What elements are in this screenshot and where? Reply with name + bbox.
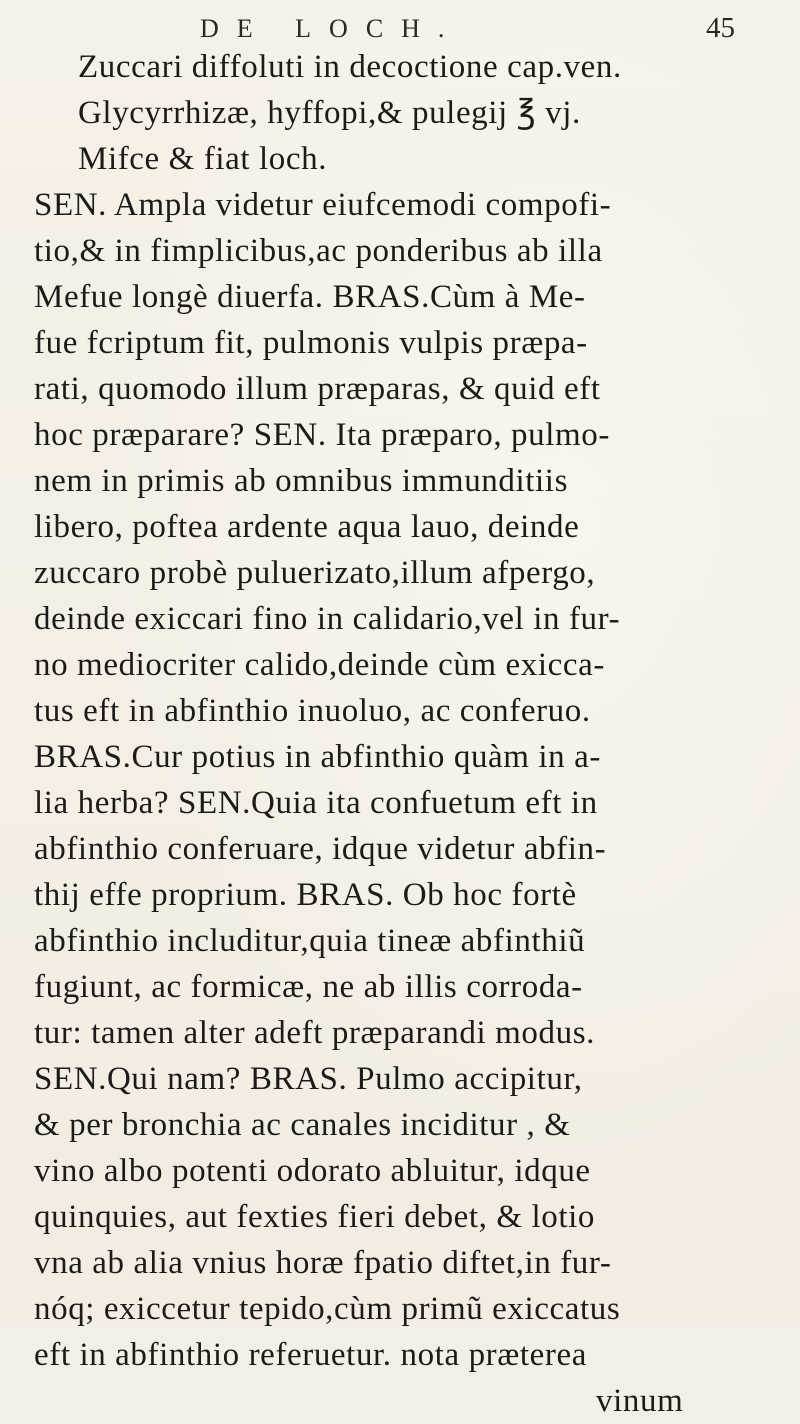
text-line: deinde exiccari fino in calidario,vel in fur-	[34, 601, 621, 637]
text-line: vino albo potenti odorato abluitur, idque	[34, 1153, 591, 1189]
text-line: fue fcriptum fit, pulmonis vulpis præpa-	[34, 325, 588, 361]
text-line: thij effe proprium. BRAS. Ob hoc fortè	[34, 877, 577, 913]
text-line: SEN.Qui nam? BRAS. Pulmo accipitur,	[34, 1061, 583, 1097]
text-line: zuccaro probè puluerizato,illum afpergo,	[34, 555, 596, 591]
text-line: tus eft in abfinthio inuoluo, ac conferuo.	[34, 693, 591, 729]
text-line: quinquies, aut fexties fieri debet, & lotio	[34, 1199, 596, 1235]
text-line: no mediocriter calido,deinde cùm exicca-	[34, 647, 605, 683]
text-line: vna ab alia vnius horæ fpatio diftet,in fur-	[34, 1245, 612, 1281]
text-line: SEN. Ampla videtur eiufcemodi compofi-	[34, 187, 612, 223]
text-line: abfinthio includitur,quia tineæ abfinthiũ	[34, 923, 586, 959]
text-line: hoc præparare? SEN. Ita præparo, pulmo-	[34, 417, 610, 453]
text-line: nóq; exiccetur tepido,cùm primũ exiccatus	[34, 1291, 621, 1327]
text-line: Zuccari diffoluti in decoctione cap.ven.	[78, 49, 622, 85]
text-line: vinum	[596, 1383, 684, 1419]
text-line: tur: tamen alter adeft præparandi modus.	[34, 1015, 595, 1051]
text-line: fugiunt, ac formicæ, ne ab illis corroda-	[34, 969, 583, 1005]
text-line: rati, quomodo illum præparas, & quid eft	[34, 371, 601, 407]
text-line: Mifce & fiat loch.	[78, 141, 328, 177]
text-line: Mefue longè diuerfa. BRAS.Cùm à Me-	[34, 279, 586, 315]
text-line: lia herba? SEN.Quia ita confuetum eft in	[34, 785, 598, 821]
page-number: 45	[706, 12, 735, 44]
text-line: Glycyrrhizæ, hyffopi,& pulegij ℥ vj.	[78, 95, 581, 131]
text-line: & per bronchia ac canales inciditur , &	[34, 1107, 571, 1143]
text-line: BRAS.Cur potius in abfinthio quàm in a-	[34, 739, 601, 775]
text-line: abfinthio conferuare, idque videtur abfin-	[34, 831, 607, 867]
body-text	[34, 44, 754, 1424]
text-line: tio,& in fimplicibus,ac ponderibus ab illa	[34, 233, 603, 269]
text-line: eft in abfinthio referuetur. nota præterea	[34, 1337, 587, 1373]
text-line: nem in primis ab omnibus immunditiis	[34, 463, 569, 499]
running-head: DE LOCH.	[200, 14, 463, 43]
text-line: libero, poftea ardente aqua lauo, deinde	[34, 509, 580, 545]
